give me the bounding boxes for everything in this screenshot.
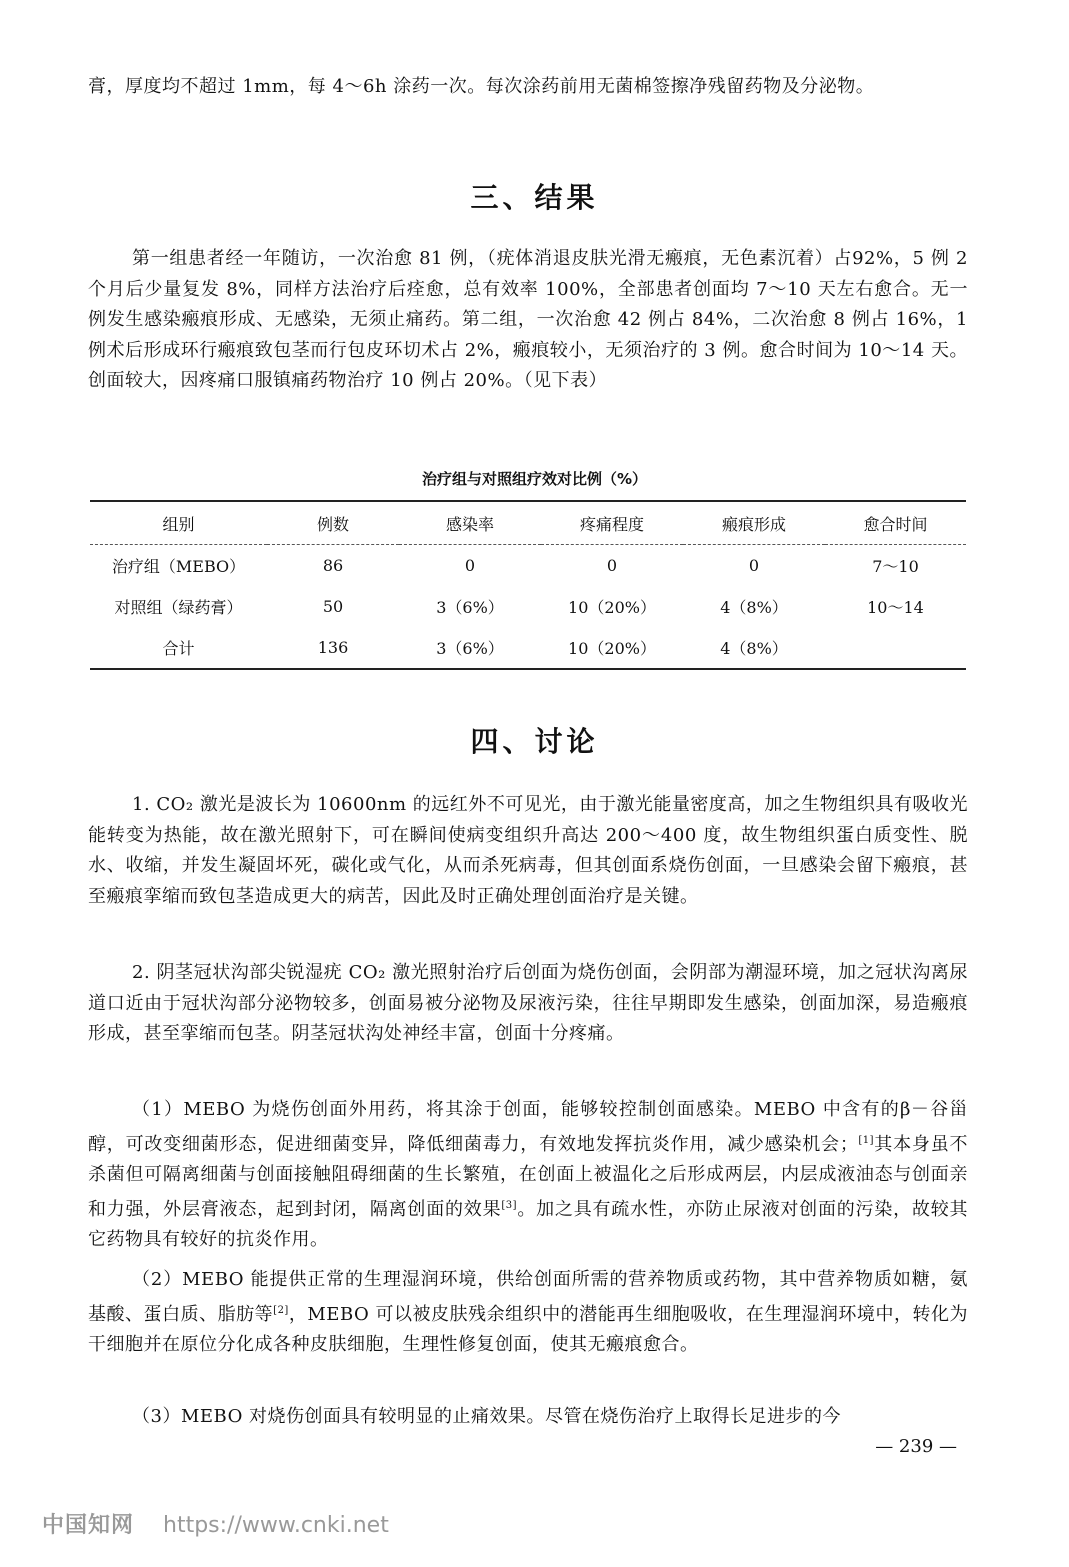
section-heading-discussion: 四、讨论: [470, 725, 599, 758]
table-caption: 治疗组与对照组疗效对比例（%）: [421, 470, 648, 488]
col-header-pain: 疼痛程度: [541, 501, 683, 545]
p4-text-b: ，MEBO 可以被皮肤残余组织中的潜能再生细胞吸收，在生理湿润环境中，转化为干细胞并在原位分化成各种皮肤细胞，生理性修复创面，使其无瘢痕愈合。: [88, 1303, 969, 1355]
p3-text-b: 其本身虽不杀菌但可隔离细菌与创面接触阻碍细菌的生长繁殖，在创面上被温化之后形成两层，内层成液油态与创面亲和力强，外层膏液态，起到封闭，隔离创面的效果: [88, 1133, 968, 1220]
table-cell: 7～10: [872, 557, 919, 576]
discussion-paragraph-2: 2. 阴茎冠状沟部尖锐湿疣 CO₂ 激光照射治疗后创面为烧伤创面，会阴部为潮湿环境，加之冠状沟离尿道口近由于冠状沟部分泌物较多，创面易被分泌物及尿液污染，往往早期即发生感染，创面加深，易造瘢痕形成，甚至挛缩而包茎。阴茎冠状沟处神经丰富，创面十分疼痛。: [88, 962, 968, 1044]
discussion-paragraph-1: 1. CO₂ 激光是波长为 10600nm 的远红外不可见光，由于激光能量密度高，加之生物组织具有吸收光能转变为热能，故在激光照射下，可在瞬间使病变组织升高达 200～400 度，故生物组织蛋白质变性、脱水、收缩，并发生凝固坏死，碳化或气化，从而杀死病毒，但其创面系烧伤创面，一旦感染会留下瘢痕，甚至瘢痕挛缩而致包茎造成更大的病苦，因此及时正确处理创面治疗是关键。: [88, 794, 968, 907]
footer-watermark: [42, 1508, 389, 1539]
citation-ref: [1]: [858, 1134, 875, 1146]
col-header-scar: 瘢痕形成: [683, 501, 825, 545]
citation-ref: [2]: [273, 1304, 289, 1316]
results-paragraph: 第一组患者经一年随访，一次治愈 81 例，（疣体消退皮肤光滑无瘢痕，无色素沉着）占92%，5 例 2 个月后少量复发 8%，同样方法治疗后痊愈，总有效率 100%，全部患者创面均 7～10 天左右愈合。无一例发生感染瘢痕形成、无感染，无须止痛药。第二组，一次治愈 42 例占 84%，二次治愈 8 例占 16%，1 例术后形成环行瘢痕致包茎而行包皮环切术占 2%，瘢痕较小，无须治疗的 3 例。愈合时间为 10～14 天。创面较大，因疼痛口服镇痛药物治疗 10 例占 20%。（见下表）: [88, 248, 968, 391]
page-number: — 239 —: [875, 1436, 957, 1457]
table-cell: 86: [322, 556, 344, 575]
table-cell: 136: [267, 627, 399, 669]
table-cell: [825, 627, 966, 669]
table-cell: 10～14: [867, 598, 924, 617]
cnki-url[interactable]: https://www.cnki.net: [163, 1513, 389, 1538]
table-cell: 10（20%）: [541, 627, 683, 669]
table-cell: 治疗组（MEBO）: [111, 557, 246, 576]
table-cell: 4（8%）: [720, 598, 788, 617]
p3-text-a: （1）MEBO 为烧伤创面外用药，将其涂于创面，能够较控制创面感染。MEBO 中含有的β－谷甾醇，可改变细菌形态，促进细菌变异，降低细菌毒力，有效地发挥抗炎作用，减少感染机会；: [88, 1099, 968, 1155]
col-header-healing: 愈合时间: [825, 501, 966, 545]
table-row: [90, 627, 966, 669]
p3-text-c: 。加之具有疏水性，亦防止尿液对创面的污染，故较其它药物具有较好的抗炎作用。: [88, 1198, 968, 1250]
table-cell: 50: [322, 597, 344, 616]
table-cell: 3（6%）: [399, 627, 541, 669]
col-header-group: 组别: [90, 501, 267, 545]
discussion-paragraph-4: [88, 1265, 968, 1361]
citation-ref: [3]: [501, 1199, 518, 1211]
intro-paragraph: 膏，厚度均不超过 1mm，每 4～6h 涂药一次。每次涂药前用无菌棉签擦净残留药物及分泌物。: [88, 76, 875, 97]
discussion-paragraph-3: [88, 1095, 968, 1256]
table-cell: 4（8%）: [683, 627, 825, 669]
cnki-logo: 中国知网: [42, 1513, 135, 1538]
table-header-row: [90, 501, 966, 545]
table-cell: 对照组（绿药膏）: [114, 598, 243, 617]
table-cell: 0: [606, 556, 618, 575]
results-table: [90, 500, 966, 670]
table-row: [90, 586, 966, 627]
table-cell: 3（6%）: [436, 598, 504, 617]
col-header-infection: 感染率: [399, 501, 541, 545]
table-cell: 0: [464, 556, 476, 575]
table-row: [90, 545, 966, 587]
table-cell: 合计: [90, 627, 267, 669]
discussion-paragraph-5: （3）MEBO 对烧伤创面具有较明显的止痛效果。尽管在烧伤治疗上取得长足进步的今: [132, 1406, 842, 1427]
table-cell: 0: [748, 556, 760, 575]
col-header-count: 例数: [267, 501, 399, 545]
section-heading-results: 三、结果: [470, 181, 599, 214]
table-cell: 10（20%）: [568, 598, 656, 617]
p4-text-a: （2）MEBO 能提供正常的生理湿润环境，供给创面所需的营养物质或药物，其中营养物质如糖，氨基酸、蛋白质、脂肪等: [88, 1269, 968, 1325]
